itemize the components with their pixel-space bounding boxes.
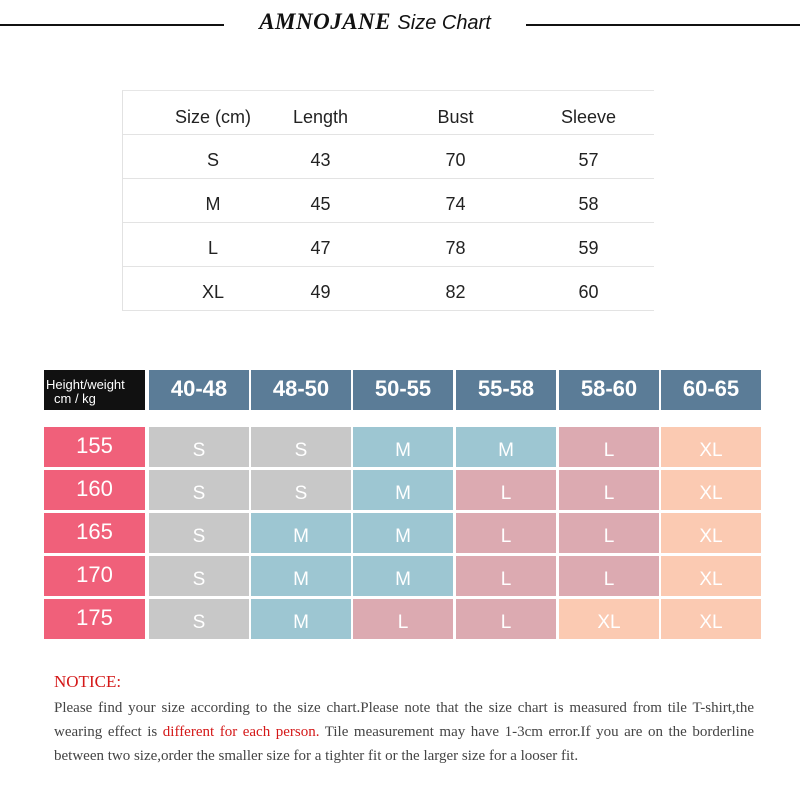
table-cell: XL bbox=[201, 282, 225, 302]
size-cell: S bbox=[149, 513, 249, 553]
table-cell: 49 bbox=[310, 282, 331, 302]
size-cell: S bbox=[149, 470, 249, 510]
size-cell: S bbox=[251, 427, 351, 467]
size-cell: XL bbox=[661, 427, 761, 467]
size-cell: M bbox=[251, 599, 351, 639]
size-cell: XL bbox=[559, 599, 659, 639]
column-header: Bust bbox=[437, 107, 474, 127]
corner-line-2: cm / kg bbox=[54, 391, 96, 406]
title-text: Size Chart bbox=[397, 12, 491, 34]
table-row bbox=[123, 267, 654, 311]
size-cell: M bbox=[353, 513, 453, 553]
size-measurement-table bbox=[122, 90, 654, 311]
table-cell: 60 bbox=[578, 282, 599, 302]
weight-header: 48-50 bbox=[251, 370, 351, 410]
table-row bbox=[123, 179, 654, 223]
notice-section bbox=[54, 672, 754, 768]
height-header: 165 bbox=[44, 513, 145, 553]
height-header: 160 bbox=[44, 470, 145, 510]
size-cell: S bbox=[149, 556, 249, 596]
notice-title: NOTICE: bbox=[54, 672, 122, 691]
size-cell: S bbox=[149, 599, 249, 639]
weight-header: 55-58 bbox=[456, 370, 556, 410]
weight-header: 58-60 bbox=[559, 370, 659, 410]
notice-text-part: Please find your size according to the size chart.Please note that the size chart is measured from tile T-shirt,the wearing effect is bbox=[54, 700, 754, 740]
size-cell: M bbox=[353, 427, 453, 467]
height-header: 155 bbox=[44, 427, 145, 467]
size-cell: M bbox=[353, 556, 453, 596]
table-cell: 74 bbox=[445, 194, 466, 214]
notice-text bbox=[54, 696, 754, 768]
table-row bbox=[123, 135, 654, 179]
weight-header: 60-65 bbox=[661, 370, 761, 410]
notice-text-part: Tile measurement may have 1-3cm error.If you are on the borderline between two size,order the smaller size for a tighter fit or the larger size for a looser fit. bbox=[54, 724, 754, 764]
column-header: Length bbox=[292, 107, 349, 127]
grid-corner-label bbox=[44, 370, 145, 410]
table-cell: S bbox=[206, 150, 219, 170]
size-cell: L bbox=[559, 556, 659, 596]
table-cell: 78 bbox=[445, 238, 466, 258]
table-cell: L bbox=[207, 238, 218, 258]
size-cell: L bbox=[353, 599, 453, 639]
size-cell: M bbox=[353, 470, 453, 510]
table-cell: 59 bbox=[578, 238, 599, 258]
weight-header: 40-48 bbox=[149, 370, 249, 410]
notice-highlight: different for each person. bbox=[162, 724, 320, 740]
size-cell: M bbox=[251, 556, 351, 596]
table-cell: 47 bbox=[310, 238, 331, 258]
table-header-row bbox=[123, 91, 654, 135]
size-cell: M bbox=[251, 513, 351, 553]
size-cell: S bbox=[149, 427, 249, 467]
size-cell: L bbox=[559, 427, 659, 467]
column-header: Size (cm) bbox=[175, 107, 251, 127]
size-cell: XL bbox=[661, 599, 761, 639]
size-cell: L bbox=[456, 556, 556, 596]
size-cell: L bbox=[456, 513, 556, 553]
table-cell: 43 bbox=[310, 150, 331, 170]
table-cell: 58 bbox=[578, 194, 599, 214]
header-rule-right bbox=[526, 24, 800, 26]
table-cell: 57 bbox=[578, 150, 599, 170]
table-cell: 70 bbox=[445, 150, 466, 170]
column-header: Sleeve bbox=[560, 107, 617, 127]
height-header: 175 bbox=[44, 599, 145, 639]
size-cell: L bbox=[559, 470, 659, 510]
page-title bbox=[226, 8, 524, 35]
size-cell: M bbox=[456, 427, 556, 467]
size-cell: XL bbox=[661, 470, 761, 510]
table-cell: 45 bbox=[310, 194, 331, 214]
table-cell: 82 bbox=[445, 282, 466, 302]
size-cell: L bbox=[456, 470, 556, 510]
corner-line-1: Height/weight bbox=[46, 377, 125, 392]
height-weight-grid bbox=[44, 370, 764, 642]
brand-name: AMNOJANE bbox=[259, 9, 392, 34]
size-cell: XL bbox=[661, 513, 761, 553]
table-row bbox=[123, 223, 654, 267]
header-rule-left bbox=[0, 24, 224, 26]
size-cell: L bbox=[559, 513, 659, 553]
height-header: 170 bbox=[44, 556, 145, 596]
size-cell: L bbox=[456, 599, 556, 639]
size-cell: XL bbox=[661, 556, 761, 596]
weight-header: 50-55 bbox=[353, 370, 453, 410]
table-cell: M bbox=[205, 194, 221, 214]
size-cell: S bbox=[251, 470, 351, 510]
